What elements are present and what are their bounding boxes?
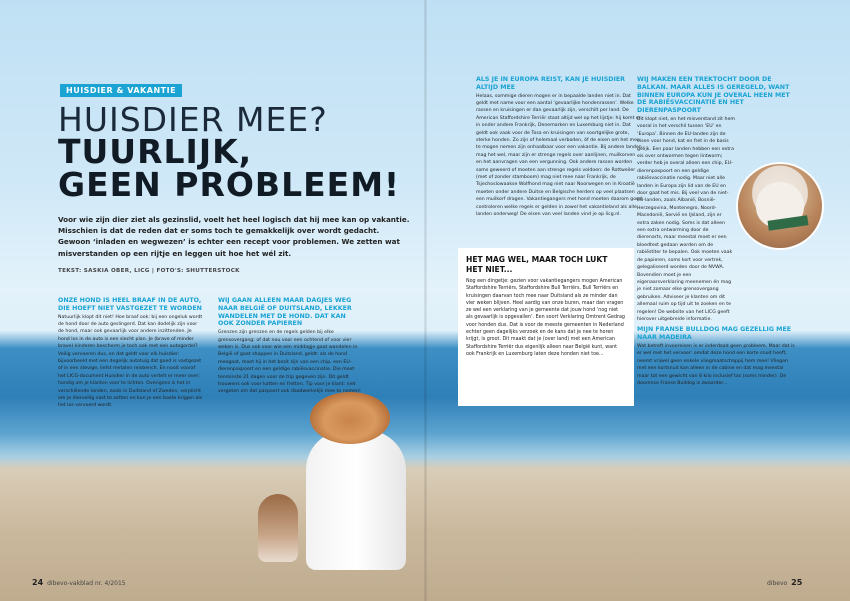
column-1-text: Natuurlijk klopt dit niet! Hoe braaf ook: bij een ongeluk wordt de hond door de auto geslingerd. Dat kan dodelijk zijn voor de hond, maar ook gevaarlijk voor andere inzittenden. Je hond los in de auto is een slecht plan. Je (brave of minder brave) kinderen bescherm je toch ook met een autogordel? Veilig vervoeren dus, en dat geldt voor elk huisdier: bijvoorbeeld met een degelijk autotuig dat goed is vastgezet of in een stevige, liefst metalen reisbench. En nooit vooraf het LICG-document Huisdier in de auto vertelt er meer over: hondig om je klanten voor te lichten. Overigens is het in verschillende landen, zoals in Duitsland of Zweden, verplicht om je diervellig vast te zetten en kun je een boete krijgen als het los vervoerd wordt. [58, 314, 203, 409]
lead-paragraph: Voor wie zijn dier ziet als gezinslid, voelt het heel logisch dat hij mee kan op vakantie. Misschien is dat de reden dat er soms toch te gemakkelijk over wordt gedacht. Gewoon ‘inladen en wegwezen’ is echter een recept voor problemen. We zetten wat misverstanden op een rijtje en leggen uit hoe het wél zit. [58, 215, 410, 258]
straw-hat-figure [310, 392, 390, 444]
headline-bold [58, 132, 401, 204]
column-1 [58, 297, 203, 410]
column-2 [218, 297, 363, 396]
right-footer-text: dibevo [767, 580, 788, 587]
headline-line3: GEEN PROBLEEM! [58, 165, 401, 204]
column-3 [476, 76, 642, 219]
column-4b-heading: MIJN FRANSE BULLDOG MAG GEZELLIG MEE NAAR MADEIRA [637, 326, 792, 342]
beach-dog-figure [258, 494, 298, 562]
sidebar-box-heading: HET MAG WEL, MAAR TOCH LUKT HET NIET... [466, 255, 608, 274]
column-4b-text: Wat betreft invoereisen is er inderdaad geen probleem. Maar dat is er wel met het vervoer: omdat deze hond een korte snuit heeft, neemt vrijwel geen enkele vliegmaatschappij hem mee! Vliegen met een kortsnuit kan alleen in de cabine en dat mag meestal maar tot een gewicht van 8 kilo inclusief tas (soms minder). De doornnse Franse Bulldog is zwaarder... [637, 343, 795, 386]
column-3-text: Helaas, sommige dieren mogen er in bepaalde landen niet in. Dat geldt met name voor een aantal ‘gevaarlijke hondenrassen’. Welke rassen en kruisingen er dan gevaarlijk zijn, verschilt per land. De American Staffordshire Terriër staat altijd wel op het lijstje: hij komt er in onder andere Frankrijk, Denemarken en Luxemburg niet in. Dat geldt ook vaak voor de Tosa en kruisingen van soortgelijke grote, sterke honden. Zo zijn of helemaal verboden, óf de eisen om het mee te mogen nemen zijn onhaalbaar voor een vakantie. Bij andere landen mag het wel, maar zijn er strenge regels over aanlijnen, muilkorven en het aanvragen van een vergunning. Ook andere rassen worden soms geweerd of moeten aan strenge regels voldoen: de Rottweiler (met of zonder stamboom) mag niet mee naar Frankrijk, de Tsjechoslowaakse Wolfhond mag niet naar Noorwegen en in Kroatië moeten onder andere Duitse en Belgische herders op veel plaatsen een muilkorf dragen. Vakantiegangers met hond moeten daarom goed controleren welke regels er gelden in zowel het vakantieland als alle landen onderweg! De eisen van veel landen vind je op licg.nl. [476, 93, 642, 218]
headline-line2: TUURLIJK, [58, 132, 253, 171]
column-2-heading: WIJ GAAN ALLEEN MAAR DAGJES WEG NAAR BELGIË OF DUITSLAND, LEKKER WANDELEN MET DE HOND. DAT KAN OOK ZONDER PAPIEREN [218, 297, 352, 328]
right-page-footer [767, 578, 804, 587]
dog-with-passport-photo [738, 164, 822, 248]
page-gutter [424, 0, 427, 601]
column-1-heading: ONZE HOND IS HEEL BRAAF IN DE AUTO, DIE HOEFT NIET VASTGEZET TE WORDEN [58, 297, 202, 312]
column-3-heading: ALS JE IN EUROPA REIST, KAN JE HUISDIER ALTIJD MEE [476, 76, 626, 91]
sidebar-box-text: Nog een dingetje: gezien voor vakantiegangers mogen American Staffordshire Terriërs, Staffordshire Bull Terriërs, Bull Terriërs en kruisingen daarvan toch mee naar Duitsland als ze minder dan vier weken blijven. Heel aardig van onze buren, maar dan vragen ze wel een verklaring van je gemeente dat jouw hond ‘nog niet als gevaarlijk is opgevallen’. Een soort Verklaring Omtrent Gedrag voor honden dus. Dat is voor de meeste gemeenten in Nederland echter geen dagelijks verzoek en de kans dat je nee te horen krijgt, is groot. Dit maakt dat je (over land) met een American Staffordshire Terriër dus eigenlijk alleen naar België kunt, want ook Frankrijk en Luxemburg laten deze honden niet toe... [466, 279, 625, 357]
woman-white-shirt-figure [306, 430, 406, 570]
column-4-text: Dit klopt niet, en het misverstand zit hem vooral in het verschil tussen ‘EU’ en ‘Europa’. Binnen de EU-landen zijn de eisen voor hond, kat en fret in de basis gelijk. Een paar landen hebben een extra eis over ontwormen tegen lintworm; verder heb je overal alleen een chip, EU-dierenpaspoort en een geldige rabiësvaccinatie nodig. Maar niet alle landen in Europa zijn lid van de EU en door gaat het mis. Bij veel van de niet-EU-landen, zoals Albanië, Bosnië-Herzegovina, Montenegro, Noord-Macedonië, Servië en IJsland, zijn er extra zaken nodig. Soms is dat alleen een extra ontworming door de dierenarts, maar meestal moet er een bloedtest gedaan worden om de rabiëstiter te bepalen. Ook moeten vaak de papieren, soms kort voor vertrek, gelegaliseerd worden door de NVWA. Bovendien moet je een eigenaarsverklaring meenemen én mag je niet zomaar elke grensovergang gebruiken. Adviseer je klanten om dit allemaal ruim op tijd uit te zoeken en te regelen! De website van het LICG geeft hierover uitgebreide informatie. [637, 116, 735, 322]
headline-line1: HUISDIER MEE? [58, 100, 328, 139]
left-page-number: 24 [32, 578, 44, 587]
sidebar-box [458, 248, 634, 406]
column-4-heading: WIJ MAKEN EEN TREKTOCHT DOOR DE BALKAN. MAAR ALLES IS GEREGELD, WANT BINNEN EUROPA KUN JE OVERAL HEEN MET DE RABIËSVACCINATIE EN HET DIERENPASPOORT [637, 76, 790, 115]
left-footer-text: dibevo-vakblad nr. 4/2015 [47, 580, 126, 587]
right-page-number: 25 [791, 578, 803, 587]
section-tag: HUISDIER & VAKANTIE [60, 84, 182, 97]
left-page-footer [30, 578, 126, 587]
credits-line: TEKST: SASKIA OBER, LICG | FOTO'S: SHUTTERSTOCK [58, 268, 240, 274]
column-2-text: Grenzen zijn grenzen en de regels gelden bij elke grensovergang: of dat nou voor een ochtend of voor vier weken is. Dus ook voor wie een middagje gaat wandelen in België of gaat shoppen in Duitsland, geldt: als de hond meegaat, moet hij in het bezit zijn van een chip, een EU-dierenpaspoort en een geldige rabiësvaccinatie. Die moet tenminste 21 dagen voor de trip gegeven zijn. Dit geldt trouwens ook voor katten en fretten. Tip voor je klant: niet vergeten om dat paspoort ook daadwerkelijk mee te nemen! [218, 330, 361, 395]
